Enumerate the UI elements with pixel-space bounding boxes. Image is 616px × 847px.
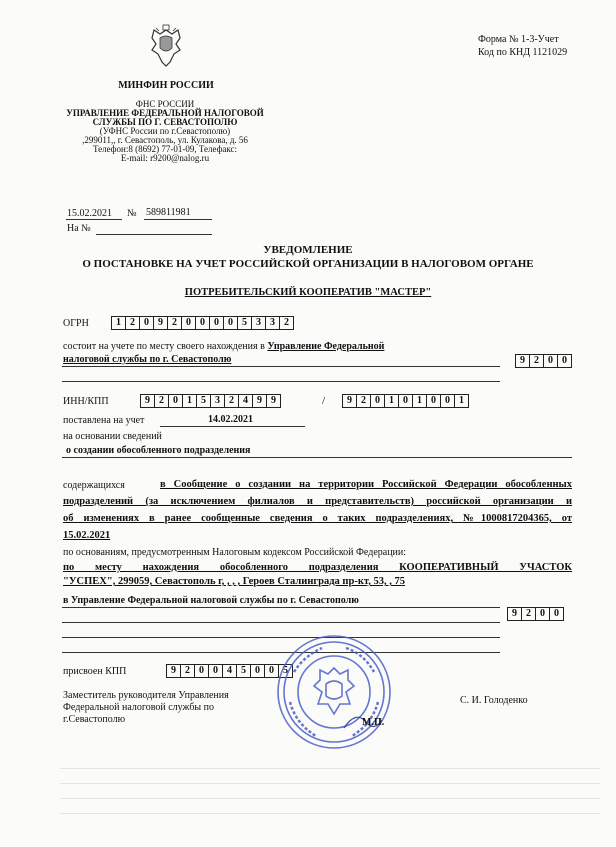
contained-line-1: в Сообщение о создании на территории Российской Федерации обособленных (160, 479, 572, 490)
registered-label: поставлена на учет (63, 415, 145, 426)
ogrn-cells (111, 316, 294, 330)
ogrn-digit: 2 (125, 316, 140, 330)
contained-last-line: 15.02.2021 (63, 530, 111, 541)
inn-digit: 1 (182, 394, 197, 408)
kpp-cells (342, 394, 469, 408)
basis-text: о создании обособленного подразделения (66, 445, 251, 456)
ogrn-digit: 0 (209, 316, 224, 330)
ogrn-digit: 5 (237, 316, 252, 330)
kpp-assigned-digit: 5 (236, 664, 251, 678)
inn-digit: 0 (168, 394, 183, 408)
signer-position-line-1: Заместитель руководителя Управления (63, 690, 229, 701)
kpp-assigned-digit: 9 (166, 664, 181, 678)
organization-name: ПОТРЕБИТЕЛЬСКИЙ КООПЕРАТИВ "МАСТЕР" (184, 287, 432, 298)
ogrn-digit: 0 (139, 316, 154, 330)
ogrn-digit: 9 (153, 316, 168, 330)
kpp-assigned-digit: 0 (264, 664, 279, 678)
document-date: 15.02.2021 (67, 208, 112, 219)
contained-line-2: подразделений (за исключением филиалов и представительств) российской организации и (63, 496, 572, 507)
ogrn-digit: 0 (181, 316, 196, 330)
title-subject: О ПОСТАНОВКЕ НА УЧЕТ РОССИЙСКОЙ ОРГАНИЗАЦИИ В НАЛОГОВОМ ОРГАНЕ (82, 258, 534, 270)
ogrn-digit: 2 (279, 316, 294, 330)
kpp-assigned-digit: 2 (180, 664, 195, 678)
location-authority-part1: Управление Федеральной (267, 341, 385, 352)
coat-of-arms-icon (146, 24, 186, 68)
kpp-digit: 0 (426, 394, 441, 408)
kpp-digit: 2 (356, 394, 371, 408)
ogrn-digit: 3 (251, 316, 266, 330)
contained-line-3: об изменениях в ранее сообщенные сведения о таких подразделениях, №1000817204365, от (63, 513, 572, 524)
inn-cells (140, 394, 281, 408)
kpp-assigned-digit: 5 (278, 664, 293, 678)
kpp-digit: 9 (342, 394, 357, 408)
registration-date: 14.02.2021 (208, 414, 253, 425)
signer-position-line-3: г.Севастополю (63, 714, 126, 725)
knd-code: Код по КНД 1121029 (478, 47, 568, 58)
official-seal-icon (274, 632, 394, 752)
signer-position-line-2: Федеральной налоговой службы по (63, 702, 214, 713)
location-prefix-text: состоит на учете по месту своего нахождения в (63, 341, 265, 352)
authority-line-2: УПРАВЛЕНИЕ ФЕДЕРАЛЬНОЙ НАЛОГОВОЙ (66, 108, 264, 118)
kpp-assigned-digit: 0 (250, 664, 265, 678)
kpp-digit: 1 (384, 394, 399, 408)
second-authority-code-digit: 0 (549, 607, 564, 621)
kpp-digit: 0 (398, 394, 413, 408)
inn-digit: 9 (266, 394, 281, 408)
authority-line-1: ФНС РОССИИ (135, 99, 195, 109)
ogrn-digit: 1 (111, 316, 126, 330)
grounds-label: по основаниям, предусмотренным Налоговым кодексом Российской Федерации: (63, 547, 407, 558)
second-authority-code-cells (507, 607, 564, 621)
kpp-digit: 0 (370, 394, 385, 408)
ogrn-digit: 2 (167, 316, 182, 330)
authority-address: ,299011,, г. Севастополь, ул. Кулакова, д. 56 (82, 135, 248, 145)
kpp-assigned-digit: 4 (222, 664, 237, 678)
location-code-cells (515, 354, 572, 368)
second-authority-code-digit: 0 (535, 607, 550, 621)
kpp-digit: 1 (454, 394, 469, 408)
inn-digit: 2 (154, 394, 169, 408)
contained-label: содержащихся (63, 480, 125, 491)
location-prefix (63, 341, 384, 352)
inn-kpp-separator: / (322, 395, 326, 407)
form-number: Форма № 1-3-Учет (478, 34, 559, 45)
ogrn-digit: 0 (195, 316, 210, 330)
reply-to-label: На № (67, 223, 91, 234)
inn-digit: 5 (196, 394, 211, 408)
location-code-digit: 0 (543, 354, 558, 368)
second-authority-code-digit: 2 (521, 607, 536, 621)
grounds-last-line: "УСПЕХ", 299059, Севастополь г, , , , Героев Сталинграда пр-кт, 53, , 75 (63, 576, 405, 587)
authority-email: E-mail: r9200@nalog.ru (120, 153, 210, 163)
inn-kpp-label: ИНН/КПП (63, 396, 109, 407)
inn-digit: 9 (140, 394, 155, 408)
ministry-name: МИНФИН РОССИИ (118, 80, 214, 91)
seal-mark: М.П. (362, 717, 385, 728)
kpp-digit: 1 (412, 394, 427, 408)
kpp-assigned-digit: 0 (208, 664, 223, 678)
authority-line-3: СЛУЖБЫ ПО Г. СЕВАСТОПОЛЮ (92, 117, 238, 127)
basis-label: на основании сведений (63, 431, 162, 442)
kpp-assigned-digit: 0 (194, 664, 209, 678)
number-sign: № (127, 208, 137, 219)
title-notification: УВЕДОМЛЕНИЕ (263, 244, 353, 256)
inn-digit: 4 (238, 394, 253, 408)
second-authority: в Управление Федеральной налоговой службы по г. Севастополю (63, 595, 359, 606)
location-code-digit: 9 (515, 354, 530, 368)
kpp-assigned-label: присвоен КПП (63, 666, 127, 677)
authority-line-4: (УФНС России по г.Севастополю) (99, 126, 231, 136)
ogrn-label: ОГРН (63, 318, 89, 329)
location-code-digit: 2 (529, 354, 544, 368)
second-authority-code-digit: 9 (507, 607, 522, 621)
kpp-digit: 0 (440, 394, 455, 408)
ogrn-digit: 3 (265, 316, 280, 330)
ogrn-digit: 0 (223, 316, 238, 330)
inn-digit: 9 (252, 394, 267, 408)
grounds-line-1: по месту нахождения обособленного подразделения КООПЕРАТИВНЫЙ УЧАСТОК (63, 562, 572, 573)
location-code-digit: 0 (557, 354, 572, 368)
inn-digit: 3 (210, 394, 225, 408)
document-number: 589811981 (146, 207, 191, 218)
signer-name: С. И. Голоденко (460, 695, 528, 706)
authority-phone: Телефон:8 (8692) 77-01-09, Телефакс: (92, 144, 238, 154)
inn-digit: 2 (224, 394, 239, 408)
location-authority-part2: налоговой службы по г. Севастополю (63, 354, 232, 365)
bleed-through-lines (60, 760, 600, 840)
